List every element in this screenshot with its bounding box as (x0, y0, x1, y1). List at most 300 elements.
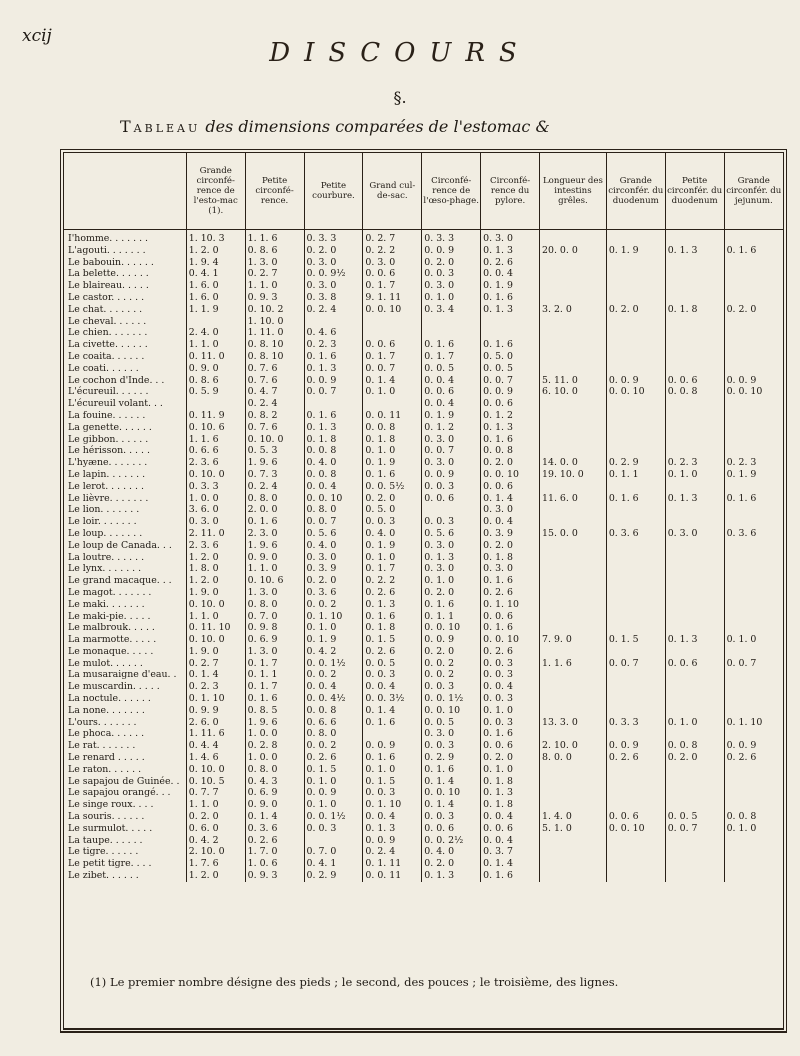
measurement-cell: 2. 11. 0 (186, 528, 245, 540)
measurement-cell (724, 599, 783, 611)
measurement-cell (724, 846, 783, 858)
measurement-cell: 0. 10. 0 (186, 469, 245, 481)
measurement-cell: 0. 0. 5½ (363, 481, 422, 493)
running-head: DISCOURS (269, 38, 531, 68)
animal-name-cell: Le malbrouk. . . . . (68, 622, 155, 634)
table-row (64, 611, 783, 623)
measurement-cell: 1. 7. 0 (245, 846, 304, 858)
measurement-cell: 0. 3. 6 (304, 587, 363, 599)
measurement-cell (724, 622, 783, 634)
animal-name-cell: I'homme. . . . . . . (68, 233, 149, 244)
measurement-cell: 0. 3. 0 (422, 457, 481, 469)
measurement-cell: 0. 1. 10 (186, 693, 245, 705)
measurement-cell: 0. 1. 0 (481, 764, 540, 776)
animal-name-cell: Le loup de Canada. . . (68, 539, 172, 551)
measurement-cell: 1. 9. 0 (186, 587, 245, 599)
measurement-cell (665, 540, 724, 552)
measurement-cell: 1. 9. 6 (245, 717, 304, 729)
measurement-cell: 0. 0. 3 (481, 693, 540, 705)
measurement-cell (186, 316, 245, 328)
measurement-cell: 1. 3. 0 (245, 257, 304, 269)
measurement-cell: 0. 8. 0 (245, 493, 304, 505)
animal-name-cell: L'ours. . . . . . . (68, 716, 137, 728)
measurement-cell: 0. 2. 3 (724, 457, 783, 469)
measurement-cell: 0. 8. 6 (186, 375, 245, 387)
measurement-cell: 0. 1. 9 (363, 457, 422, 469)
measurement-cell: 0. 1. 4 (422, 776, 481, 788)
animal-name-cell: Le renard . . . . . (68, 752, 145, 764)
table-row (64, 646, 783, 658)
measurement-cell: 0. 1. 0 (481, 705, 540, 717)
table-row (64, 230, 783, 245)
measurement-cell: 2. 0. 0 (245, 504, 304, 516)
measurement-cell: 0. 4. 6 (304, 327, 363, 339)
measurement-cell: 0. 2. 0 (422, 646, 481, 658)
measurement-cell: 0. 0. 7 (724, 658, 783, 670)
measurement-cell (540, 835, 607, 847)
measurement-cell: 0. 2. 3 (304, 339, 363, 351)
column-header: Longueur des intestins grêles. (540, 153, 607, 230)
measurement-cell: 0. 8. 0 (245, 764, 304, 776)
measurement-cell: 0. 1. 8 (481, 552, 540, 564)
measurement-cell: 0. 9. 0 (186, 363, 245, 375)
measurement-cell: 0. 0. 10 (304, 493, 363, 505)
measurement-cell (724, 257, 783, 269)
measurement-cell: 0. 0. 3 (481, 669, 540, 681)
measurement-cell: 0. 3. 0 (422, 540, 481, 552)
measurement-cell: 0. 3. 7 (481, 846, 540, 858)
title-rest: des dimensions comparées de l'estomac & (205, 117, 550, 136)
measurement-cell: 0. 0. 2 (422, 658, 481, 670)
measurement-cell (606, 799, 665, 811)
measurement-cell: 0. 3. 6 (245, 823, 304, 835)
measurement-cell (724, 230, 783, 245)
measurement-cell (724, 669, 783, 681)
measurement-cell: 0. 0. 4 (363, 811, 422, 823)
measurement-cell (665, 693, 724, 705)
measurement-cell: 0. 4. 0 (304, 540, 363, 552)
measurement-cell: 0. 0. 9 (724, 740, 783, 752)
measurement-cell: 0. 10. 0 (186, 634, 245, 646)
measurement-cell (606, 552, 665, 564)
measurement-cell: 0. 2. 2 (363, 575, 422, 587)
measurement-cell: 1. 1. 0 (186, 611, 245, 623)
measurement-cell: 0. 1. 7 (245, 681, 304, 693)
measurement-cell: 0. 0. 11 (363, 870, 422, 882)
measurement-cell (540, 846, 607, 858)
measurement-cell (665, 858, 724, 870)
animal-name-cell: Le zibet. . . . . . (68, 870, 139, 882)
table-row (64, 858, 783, 870)
measurement-cell: 0. 10. 0 (186, 599, 245, 611)
measurement-cell: 0. 2. 0 (481, 540, 540, 552)
measurement-cell: 0. 3. 0 (481, 504, 540, 516)
measurement-cell: 0. 1. 8 (304, 434, 363, 446)
measurement-cell: 8. 0. 0 (540, 752, 607, 764)
table-row (64, 398, 783, 410)
measurement-cell: 0. 3. 3 (606, 717, 665, 729)
table-row (64, 540, 783, 552)
measurement-cell: 0. 1. 6 (481, 622, 540, 634)
measurement-cell (665, 230, 724, 245)
measurement-cell: 7. 9. 0 (540, 634, 607, 646)
measurement-cell: 0. 1. 3 (481, 304, 540, 316)
measurement-cell (540, 669, 607, 681)
measurement-cell: 0. 10. 2 (245, 304, 304, 316)
measurement-cell (540, 327, 607, 339)
measurement-cell: 0. 5. 0 (481, 351, 540, 363)
measurement-cell: 1. 2. 0 (186, 575, 245, 587)
measurement-cell: 0. 1. 8 (665, 304, 724, 316)
measurement-cell: 1. 1. 0 (245, 280, 304, 292)
measurement-cell (540, 787, 607, 799)
measurement-cell: 0. 0. 7 (304, 386, 363, 398)
measurement-cell: 0. 1. 4 (422, 799, 481, 811)
animal-name-cell: Le lerot. . . . . . . (68, 480, 144, 492)
measurement-cell: 0. 5. 9 (186, 386, 245, 398)
measurement-cell (665, 339, 724, 351)
table-row (64, 693, 783, 705)
table-row (64, 728, 783, 740)
measurement-cell: 0. 0. 4 (304, 481, 363, 493)
measurement-cell (606, 363, 665, 375)
measurement-cell: 0. 9. 8 (245, 622, 304, 634)
measurement-cell: 0. 4. 2 (186, 835, 245, 847)
measurement-cell: 2. 4. 0 (186, 327, 245, 339)
measurement-cell: 0. 0. 6 (481, 740, 540, 752)
animal-name-cell: La loutre. . . . . . (68, 551, 145, 563)
measurement-cell: 0. 2. 9 (304, 870, 363, 882)
measurement-cell (304, 835, 363, 847)
column-header: Petite circonfér. du duodenum (665, 153, 724, 230)
measurement-cell: 0. 7. 7 (186, 787, 245, 799)
animal-name-cell: Le singe roux. . . . (68, 799, 154, 811)
animal-name-cell: Le blaireau. . . . . (68, 280, 149, 292)
measurement-cell (724, 268, 783, 280)
table-body (64, 230, 783, 882)
measurement-cell: 1. 6. 0 (186, 280, 245, 292)
measurement-cell (665, 563, 724, 575)
measurement-cell: 0. 8. 2 (245, 410, 304, 422)
measurement-cell (665, 410, 724, 422)
measurement-cell: 2. 3. 6 (186, 540, 245, 552)
measurement-cell (540, 257, 607, 269)
measurement-cell (606, 230, 665, 245)
measurement-cell: 0. 8. 10 (245, 339, 304, 351)
table-row (64, 445, 783, 457)
measurement-cell: 0. 1. 6 (245, 693, 304, 705)
animal-name-cell: L'écureuil. . . . . . (68, 386, 149, 398)
measurement-cell: 0. 10. 5 (186, 776, 245, 788)
measurement-cell: 0. 2. 0 (422, 858, 481, 870)
measurement-cell: 0. 1. 0 (665, 717, 724, 729)
measurement-cell: 0. 1. 4 (481, 858, 540, 870)
measurement-cell: 0. 4. 7 (245, 386, 304, 398)
measurement-cell: 20. 0. 0 (540, 245, 607, 257)
measurement-cell: 0. 1. 5 (363, 776, 422, 788)
measurement-cell: 0. 0. 6 (665, 375, 724, 387)
measurement-cell: 1. 8. 0 (186, 563, 245, 575)
measurement-cell: 0. 0. 4 (481, 681, 540, 693)
footnote: (1) Le premier nombre désigne des pieds ; le second, des pouces ; le troisième, des lignes. (90, 975, 619, 989)
measurement-cell: 0. 1. 4 (186, 669, 245, 681)
animal-name-cell: Le loup. . . . . . . (68, 527, 143, 539)
measurement-cell (724, 870, 783, 882)
measurement-cell (606, 611, 665, 623)
measurement-cell (606, 316, 665, 328)
measurement-cell: 0. 0. 10 (481, 469, 540, 481)
measurement-cell: 0. 0. 6 (363, 268, 422, 280)
measurement-cell: 0. 6. 9 (245, 787, 304, 799)
measurement-cell: 0. 1. 3 (363, 599, 422, 611)
measurement-cell: 0. 10. 0 (186, 764, 245, 776)
measurement-cell: 0. 0. 2 (304, 599, 363, 611)
measurement-cell (665, 575, 724, 587)
measurement-cell: 11. 6. 0 (540, 493, 607, 505)
measurement-cell: 0. 0. 4 (363, 681, 422, 693)
measurement-cell: 0. 1. 0 (363, 445, 422, 457)
table-row (64, 528, 783, 540)
measurement-cell: 0. 0. 2½ (422, 835, 481, 847)
measurement-cell: 0. 1. 3 (665, 245, 724, 257)
measurement-cell (724, 327, 783, 339)
measurement-cell: 13. 3. 0 (540, 717, 607, 729)
measurement-cell: 0. 0. 9 (724, 375, 783, 387)
measurement-cell: 0. 4. 2 (304, 646, 363, 658)
table-row (64, 870, 783, 882)
measurement-cell (606, 764, 665, 776)
measurement-cell: 0. 0. 7 (481, 375, 540, 387)
measurement-cell: 0. 1. 6 (422, 764, 481, 776)
measurement-cell: 0. 9. 3 (245, 870, 304, 882)
table-row (64, 658, 783, 670)
measurement-cell: 0. 0. 3 (422, 268, 481, 280)
measurement-cell: 0. 1. 4 (245, 811, 304, 823)
measurement-cell (665, 516, 724, 528)
measurement-cell: 0. 0. 4 (481, 835, 540, 847)
measurement-cell: 0. 2. 0 (422, 587, 481, 599)
title-lead: Tableau (120, 117, 201, 136)
measurement-cell (606, 434, 665, 446)
table-row (64, 846, 783, 858)
measurement-cell (724, 410, 783, 422)
page-number: xcij (22, 26, 52, 46)
measurement-cell (606, 268, 665, 280)
animal-name-cell: Le coaita. . . . . . (68, 350, 145, 362)
measurement-cell: 0. 2. 6 (606, 752, 665, 764)
measurement-cell: 0. 0. 5 (422, 363, 481, 375)
measurement-cell: 0. 0. 6 (363, 339, 422, 351)
measurement-cell (606, 445, 665, 457)
measurement-cell: 0. 1. 3 (481, 245, 540, 257)
measurement-cell (606, 516, 665, 528)
measurement-cell (540, 799, 607, 811)
measurement-cell (665, 870, 724, 882)
animal-name-cell: L'agouti. . . . . . . (68, 244, 146, 256)
measurement-cell: 0. 4. 3 (245, 776, 304, 788)
measurement-cell: 0. 1. 8 (481, 776, 540, 788)
measurement-cell (665, 280, 724, 292)
measurement-cell: 1. 7. 6 (186, 858, 245, 870)
measurement-cell: 5. 11. 0 (540, 375, 607, 387)
measurement-cell: 0. 2. 2 (363, 245, 422, 257)
measurement-cell (606, 398, 665, 410)
measurement-cell (724, 563, 783, 575)
measurement-cell (724, 764, 783, 776)
measurement-cell: 0. 1. 8 (481, 799, 540, 811)
measurement-cell: 1. 1. 6 (540, 658, 607, 670)
measurement-cell (422, 316, 481, 328)
measurement-cell: 0. 0. 9 (422, 245, 481, 257)
measurement-cell (540, 776, 607, 788)
header-row (64, 153, 783, 230)
measurement-cell (724, 339, 783, 351)
measurement-cell (606, 481, 665, 493)
measurement-cell (665, 846, 724, 858)
data-table-frame (60, 149, 787, 1033)
measurement-cell: 0. 0. 3 (363, 516, 422, 528)
measurement-cell: 0. 2. 0 (363, 493, 422, 505)
measurement-cell (665, 257, 724, 269)
measurement-cell: 0. 5. 6 (304, 528, 363, 540)
measurement-cell: 0. 0. 6 (481, 823, 540, 835)
measurement-cell: 0. 0. 10 (481, 634, 540, 646)
measurement-cell: 0. 0. 9 (481, 386, 540, 398)
measurement-cell: 0. 0. 2 (304, 740, 363, 752)
table-row (64, 481, 783, 493)
animal-name-cell: L'hyæne. . . . . . . (68, 457, 148, 469)
table-row (64, 587, 783, 599)
animal-name-cell: Le sapajou de Guinée. . (68, 775, 180, 787)
measurement-cell: 0. 1. 6 (363, 717, 422, 729)
measurement-cell: 0. 0. 7 (363, 363, 422, 375)
measurement-cell (606, 681, 665, 693)
measurement-cell: 0. 0. 11 (363, 410, 422, 422)
measurement-cell (724, 398, 783, 410)
measurement-cell (606, 705, 665, 717)
measurement-cell: 1. 2. 0 (186, 870, 245, 882)
measurement-cell: 0. 1. 3 (422, 552, 481, 564)
measurement-cell: 0. 2. 0 (422, 257, 481, 269)
measurement-cell: 0. 1. 5 (363, 634, 422, 646)
measurement-cell (481, 316, 540, 328)
measurement-cell (540, 599, 607, 611)
table-row (64, 422, 783, 434)
measurement-cell (724, 611, 783, 623)
table-row (64, 835, 783, 847)
table-row (64, 280, 783, 292)
measurement-cell: 0. 0. 3 (363, 787, 422, 799)
table-row (64, 351, 783, 363)
animal-name-cell: Le gibbon. . . . . . (68, 433, 149, 445)
measurement-cell: 0. 0. 7 (422, 445, 481, 457)
measurement-cell: 0. 8. 0 (304, 728, 363, 740)
measurement-cell: 0. 1. 3 (665, 634, 724, 646)
measurement-cell: 0. 3. 0 (186, 516, 245, 528)
measurement-cell: 1. 9. 6 (245, 540, 304, 552)
measurement-cell: 0. 0. 9 (304, 375, 363, 387)
column-header: Grand cul-de-sac. (363, 153, 422, 230)
measurement-cell (606, 280, 665, 292)
measurement-cell: 0. 0. 3 (422, 516, 481, 528)
measurement-cell: 0. 0. 2 (304, 669, 363, 681)
measurement-cell: 0. 0. 7 (665, 823, 724, 835)
measurement-cell (540, 445, 607, 457)
measurement-cell: 2. 3. 6 (186, 457, 245, 469)
measurement-cell (540, 705, 607, 717)
measurement-cell (724, 363, 783, 375)
measurement-cell: 0. 4. 4 (186, 740, 245, 752)
measurement-cell (186, 398, 245, 410)
measurement-cell (724, 351, 783, 363)
measurement-cell: 0. 3. 4 (422, 304, 481, 316)
measurement-cell: 2. 3. 0 (245, 528, 304, 540)
measurement-cell: 0. 1. 9 (363, 540, 422, 552)
measurement-cell: 0. 2. 0 (186, 811, 245, 823)
measurement-cell (363, 316, 422, 328)
measurement-cell: 0. 0. 8 (304, 705, 363, 717)
measurement-cell (540, 363, 607, 375)
measurement-cell: 1. 4. 0 (540, 811, 607, 823)
measurement-cell (665, 552, 724, 564)
measurement-cell (665, 681, 724, 693)
measurement-cell (304, 398, 363, 410)
measurement-cell: 0. 1. 6 (481, 434, 540, 446)
measurement-cell (363, 728, 422, 740)
column-header: Circonfé-rence du pylore. (481, 153, 540, 230)
measurement-cell: 0. 0. 6 (481, 398, 540, 410)
measurement-cell: 0. 0. 3 (422, 481, 481, 493)
column-header: Grande circonfér. du jejunum. (724, 153, 783, 230)
measurement-cell: 0. 10. 6 (186, 422, 245, 434)
measurement-cell: 0. 1. 6 (481, 339, 540, 351)
measurement-cell: 0. 1. 7 (363, 351, 422, 363)
measurement-cell: 0. 1. 6 (422, 599, 481, 611)
measurement-cell: 0. 1. 10 (481, 599, 540, 611)
measurement-cell: 0. 0. 9 (606, 375, 665, 387)
animal-name-cell: Le lièvre. . . . . . . (68, 492, 149, 504)
animal-name-cell: Le raton. . . . . . (68, 763, 142, 775)
measurement-cell: 0. 0. 6 (422, 823, 481, 835)
measurement-cell (724, 728, 783, 740)
measurement-cell (724, 799, 783, 811)
measurement-cell: 0. 0. 8 (665, 386, 724, 398)
table-row (64, 811, 783, 823)
measurement-cell (665, 587, 724, 599)
measurement-cell: 0. 1. 10 (304, 611, 363, 623)
measurement-cell (540, 280, 607, 292)
measurement-cell: 0. 6. 6 (304, 717, 363, 729)
measurement-cell: 0. 1. 9 (481, 280, 540, 292)
measurement-cell (540, 622, 607, 634)
measurement-cell (665, 599, 724, 611)
measurement-cell (724, 540, 783, 552)
measurement-cell: 0. 2. 0 (481, 457, 540, 469)
measurement-cell (665, 481, 724, 493)
measurement-cell (422, 327, 481, 339)
animal-name-cell: Le castor. . . . . . (68, 291, 145, 303)
measurement-cell: 0. 2. 3 (186, 681, 245, 693)
measurement-cell: 0. 1. 4 (363, 705, 422, 717)
measurement-cell: 0. 8. 10 (245, 351, 304, 363)
measurement-cell: 0. 0. 9 (363, 835, 422, 847)
animal-name-cell: Le grand macaque. . . (68, 575, 172, 587)
measurement-cell: 0. 1. 3 (481, 787, 540, 799)
measurement-cell: 0. 1. 6 (304, 351, 363, 363)
table-row (64, 740, 783, 752)
measurement-cell: 0. 9. 0 (245, 799, 304, 811)
measurement-cell: 1. 10. 0 (245, 316, 304, 328)
